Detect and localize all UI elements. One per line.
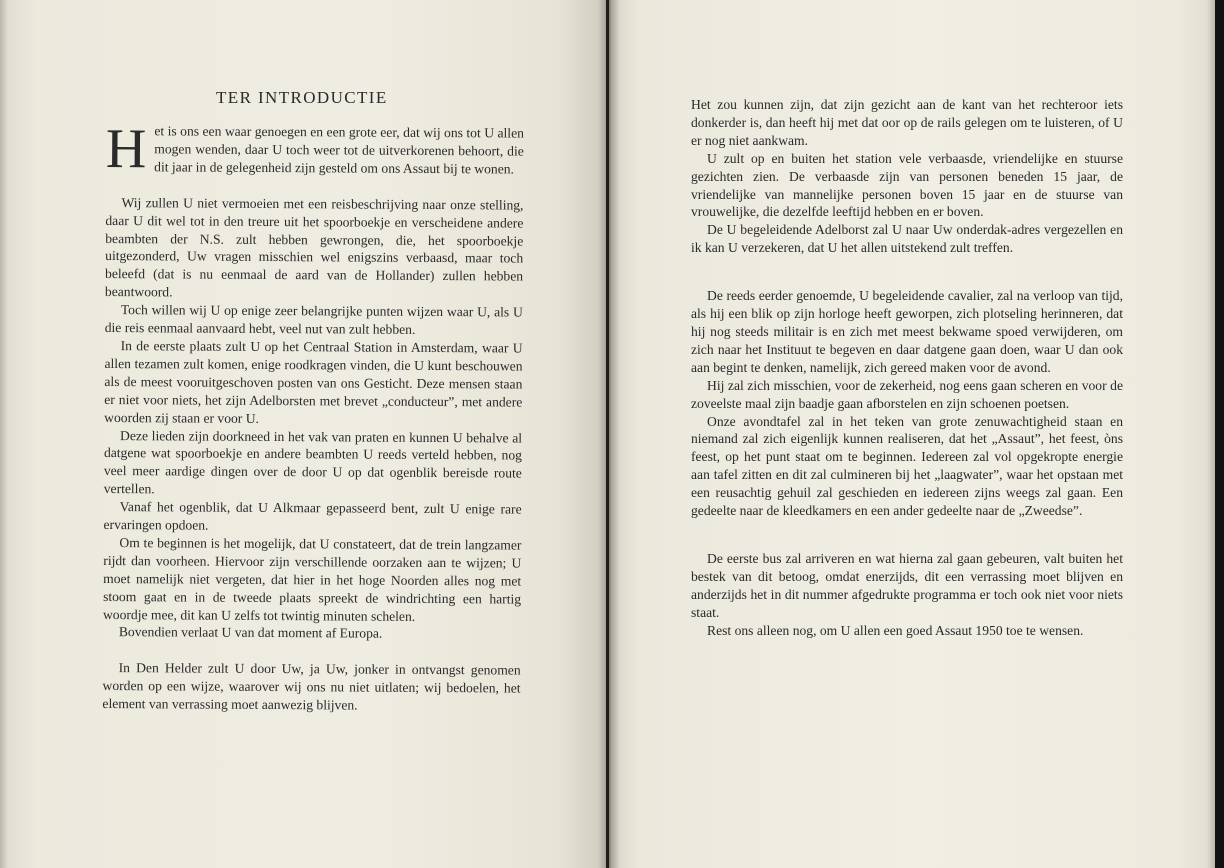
paragraph: Vanaf het ogenblik, dat U Alkmaar gepasseerd bent, zult U enige rare ervaringen opdoen. <box>103 499 522 533</box>
left-page-body <box>102 118 524 716</box>
paragraph: De U begeleidende Adelborst zal U naar Uw onderdak-adres vergezellen en ik kan U verzekeren, dat U het allen uitstekend zult treffen. <box>691 222 1123 256</box>
paragraph: U zult op en buiten het station vele verbaasde, vriendelijke en stuurse gezichten zien. De verbaasde zijn van personen beneden 15 jaar, de vriendelijke van mannelijke personen boven 15 jaar en de stuurse van vrouwelijke, die dezelfde leeftijd hebben en er boven. <box>691 150 1123 220</box>
paragraph: Onze avondtafel zal in het teken van grote zenuwachtigheid staan en niemand zal zich eigenlijk kunnen realiseren, dat het „Assaut”, het feest, òns feest, op het punt staat om te beginnen. Iedereen zal vol opgekropte energie aan tafel zitten en dit zal culmineren bij het „laagwater”, waar het opstaan met een reusachtig gehuil zal geschieden en iedereen zijns weegs zal gaan. Een gedeelte naar de kleedkamers en een ander gedeelte naar de „Zweedse”. <box>691 413 1123 519</box>
paragraph: Rest ons alleen nog, om U allen een goed Assaut 1950 toe te wensen. <box>707 622 1084 638</box>
paragraph: Deze lieden zijn doorkneed in het vak van praten en kunnen U behalve al datgene wat spoorboekje en andere beambten U reeds verteld hebben, nog veel meer aardige dingen over de door U op dat ogenblik bereisde route vertellen. <box>103 427 523 497</box>
paragraph: Het zou kunnen zijn, dat zijn gezicht aan de kant van het rechteroor iets donkerder is, dan heeft hij met dat oor op de rails gelegen om te luisteren, of U er nog niet aankwam. <box>691 97 1123 148</box>
paragraph: In de eerste plaats zult U op het Centraal Station in Amsterdam, waar U allen tezamen zult komen, enige roodkragen vinden, die U kunt beschouwen als de meest vooruitgeschoven posten van ons Gesticht. Deze mensen staan er niet voor niets, het zijn Adelborsten met brevet „conducteur”, met andere woorden zij staan er voor U. <box>104 338 523 426</box>
paragraph: Toch willen wij U op enige zeer belangrijke punten wijzen waar U, als U die reis eenmaal aanvaard hebt, veel nut van zult hebben. <box>104 302 523 337</box>
page-title: TER INTRODUCTIE <box>216 88 388 107</box>
intro-paragraph <box>105 118 524 181</box>
paragraph: De eerste bus zal arriveren en wat hierna zal gaan gebeuren, valt buiten het bestek van dit betoog, omdat enerzijds, dit een verrassing moet blijven en anderzijds het in dit nummer afgedrukte programma er toch ook niet voor niets staat. <box>691 550 1123 620</box>
book-gutter <box>598 0 620 868</box>
intro-text: et is ons een waar genoegen en een grote eer, dat wij ons tot U allen mogen wenden, daar U toch weer tot de uitverkorenen behoort, die dit jaar in de gelegenheid zijn gesteld om ons Assaut bij te wonen. <box>154 123 524 177</box>
right-page <box>609 0 1215 868</box>
paragraph: Hij zal zich misschien, voor de zekerheid, nog eens gaan scheren en voor de zoveelste maal zijn baadje gaan afborstelen en zijn schoenen poetsen. <box>691 377 1123 411</box>
page-edge-shadow <box>0 0 8 868</box>
paragraph: Om te beginnen is het mogelijk, dat U constateert, dat de trein langzamer rijdt dan voorheen. Hiervoor zijn verschillende oorzaken aan te wijzen; U moet namelijk niet vergeten, dat hier in het hoge Noorden alles nog met stoom gaat en in de tweede plaats spreekt de windrichting een hartig woordje mee, dit kan U zelfs tot twintig minuten schelen. <box>102 535 522 624</box>
paragraph: De reeds eerder genoemde, U begeleidende cavalier, zal na verloop van tijd, als hij een blik op zijn horloge heeft geworpen, zich plotseling herinneren, dat hij nog steeds militair is en zich met meest bekwame spoed verwijderen, om zich naar het Instituut te begeven en daar datgene gaan doen, waar U dan ook aan begint te denken, namelijk, zich gereed maken voor de avond. <box>691 288 1123 375</box>
left-page <box>0 0 606 868</box>
drop-cap: H <box>105 118 147 181</box>
right-page-body <box>691 96 1123 639</box>
paragraph: Wij zullen U niet vermoeien met een reisbeschrijving naar onze stelling, daar U dit wel tot in den treure uit het spoorboekje en verscheidene andere beambten der N.S. zult hebben gewrongen, die, het spoorboekje uitgezonderd, Uw vragen misschien wel enigszins verbaasd, maar toch beleefd (dat is nu eenmaal de aard van de Hollander) zullen hebben beantwoord. <box>104 194 524 300</box>
paragraph: In Den Helder zult U door Uw, ja Uw, jonker in ontvangst genomen worden op een wijze, waarover wij ons nu niet uitlaten; wij bedoelen, het element van verrassing moet aanwezig blijven. <box>102 660 521 713</box>
page-edge-shadow <box>1207 0 1215 868</box>
paragraph: Bovendien verlaat U van dat moment af Europa. <box>118 624 383 642</box>
